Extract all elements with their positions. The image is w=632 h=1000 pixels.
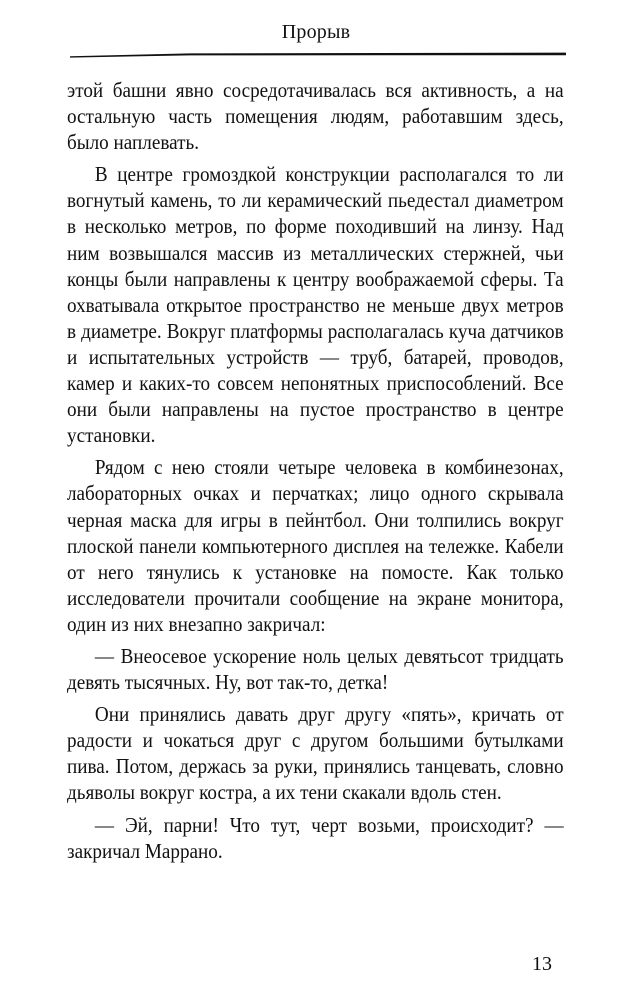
page-number: 13: [532, 953, 552, 975]
header-rule-divider: [70, 50, 566, 58]
paragraph-6-dialogue: — Эй, парни! Что тут, черт возьми, происходит? — закричал Маррано.: [67, 814, 564, 863]
paragraph-5: Они принялись давать друг другу «пять», кричать от радости и чокаться друг с другом большими бутылками пива. Потом, держась за руки, принялись танцевать, словно дьяволы вокруг костра, а их тени скакали вдоль стен.: [67, 704, 564, 805]
running-head-title: Прорыв: [281, 21, 351, 43]
paragraph-3: Рядом с нею стояли четыре человека в комбинезонах, лабораторных очках и перчатках; лицо одного скрывала черная маска для игры в пейнтбол. Они толпились вокруг плоской панели компьютерного дисплея на тележке. Кабели от него тянулись к установке на помосте. Как только исследователи прочитали сообщение на экране монитора, один из них внезапно закричал:: [67, 457, 564, 636]
body-text: [67, 78, 564, 865]
paragraph-4-dialogue: — Внеосевое ускорение ноль целых девятьсот тридцать девять тысячных. Ну, вот так-то, детка!: [67, 645, 564, 695]
paragraph-2: В центре громоздкой конструкции располагался то ли вогнутый камень, то ли керамический пьедестал диаметром в несколько метров, по форме походивший на линзу. Над ним возвышался массив из металлических стержней, чьи концы были направлены к центру воображаемой сферы. Та охватывала открытое пространство не меньше двух метров в диаметре. Вокруг платформы располагалась куча датчиков и испытательных устройств — труб, батарей, проводов, камер и каких-то совсем непонятных приспособлений. Все они были направлены на пустое пространство в центре установки.: [67, 164, 564, 448]
paragraph-1: этой башни явно сосредотачивалась вся активность, а на остальную часть помещения людям, работавшим здесь, было наплевать.: [67, 80, 564, 155]
